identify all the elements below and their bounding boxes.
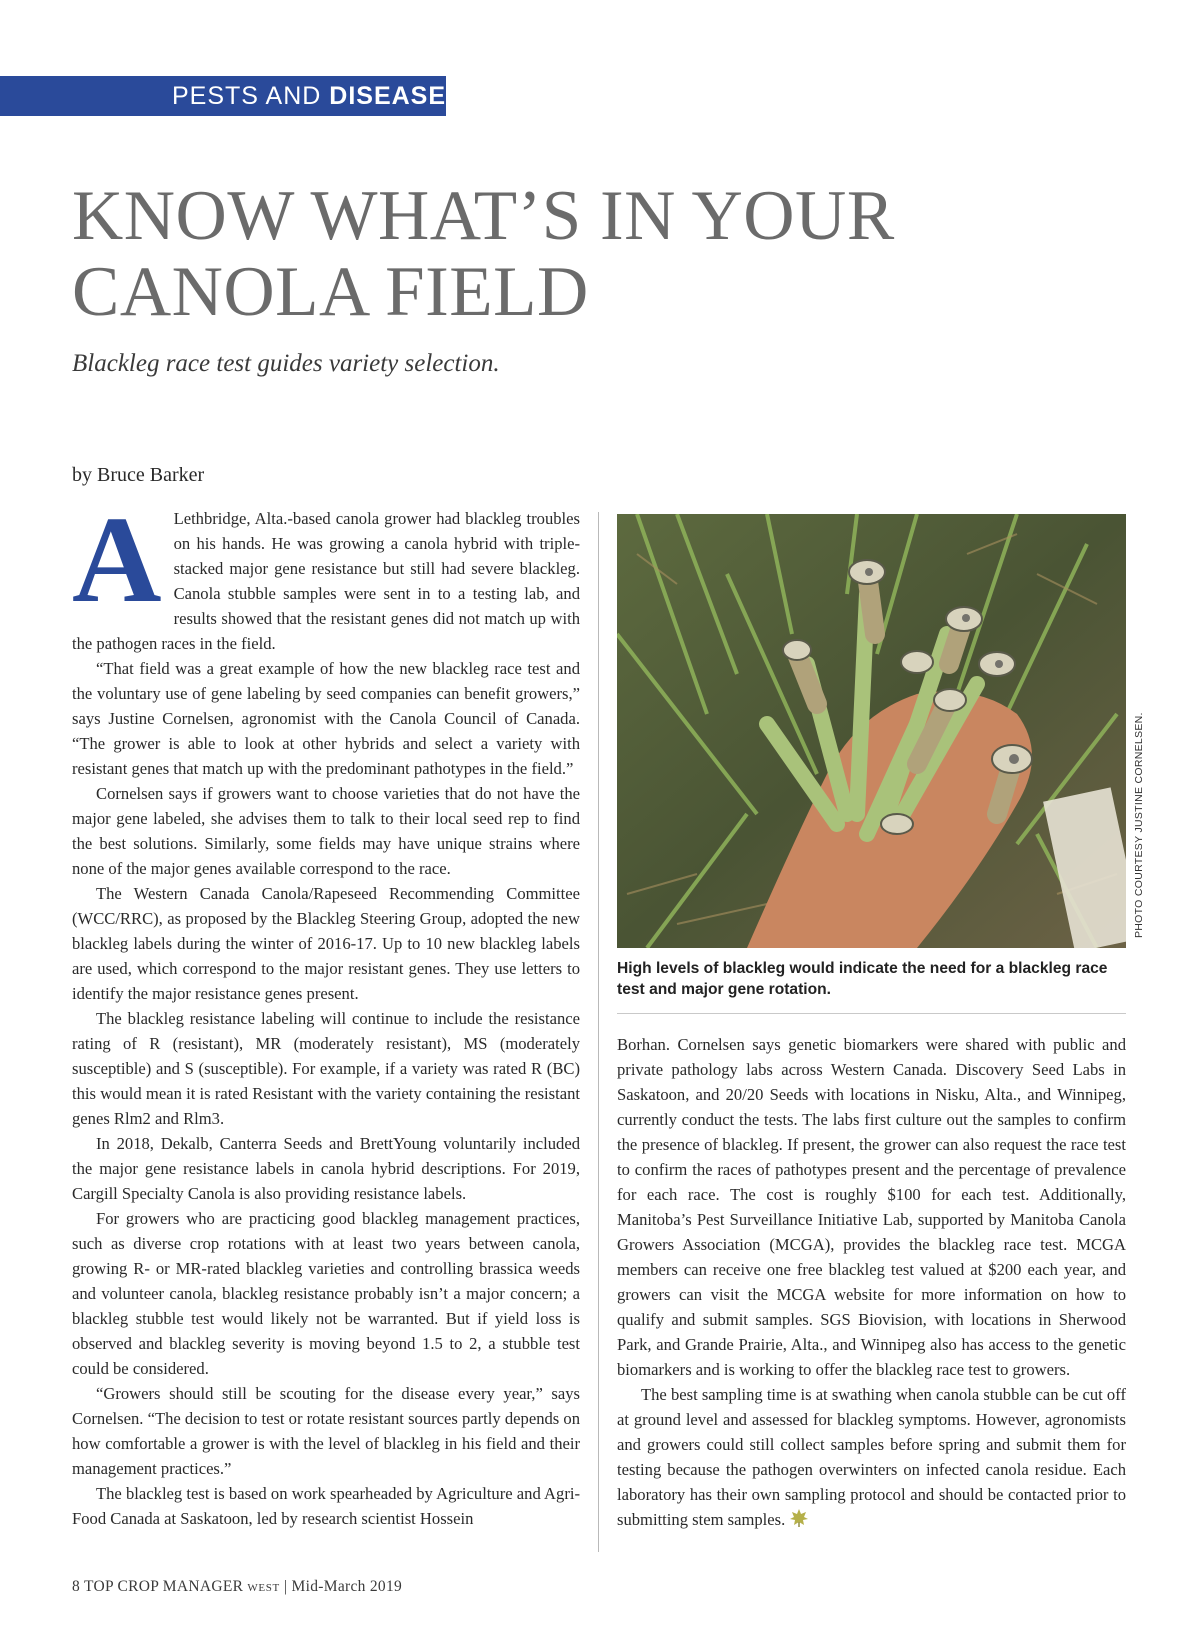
paragraph: Borhan. Cornelsen says genetic biomarkers were shared with public and private pathology labs across Western Canada. Discovery Seed Labs in Saskatoon, and 20/20 Seeds with locations in Nisku, Alta., and Winnipeg, currently conduct the tests. The labs first culture out the samples to confirm the presence of blackleg. If present, the grower can also request the race test to confirm the races of pathotypes present and the percentage of prevalence for each race. The cost is roughly $100 for each test. Additionally, Manitoba’s Pest Surveillance Initiative Lab, supported by Manitoba Canola Growers Association (MCGA), provides the blackleg race test. MCGA members can receive one free blackleg test valued at $200 each year, and growers can visit the MCGA website for more information on how to qualify and submit samples. SGS Biovision, with locations in Sherwood Park, and Grande Prairie, Alta., and Winnipeg also has access to the genetic biomarkers and is working to offer the blackleg race test to growers.	[617, 1035, 1126, 1379]
paragraph: Lethbridge, Alta.-based canola grower had blackleg troubles on his hands. He was growing a canola hybrid with triple-stacked major gene resistance but still had severe blackleg. Canola stubble samples were sent in to a testing lab, and results showed that the resistant genes did not match up with the pathogen races in the field.	[72, 509, 580, 653]
caption-divider	[617, 1013, 1126, 1014]
page-footer	[72, 1578, 402, 1596]
maple-leaf-icon	[789, 1508, 809, 1528]
section-label-light: PESTS AND	[172, 82, 322, 110]
drop-cap: A	[72, 506, 162, 628]
paragraph-text: The best sampling time is at swathing when canola stubble can be cut off at ground level and assessed for blackleg symptoms. However, agronomists and growers could still collect samples before spring and submit them for testing because the pathogen overwinters on infected canola residue. Each laboratory has their own sampling protocol and should be contacted prior to submitting stem samples.	[617, 1385, 1126, 1529]
magazine-name: TOP CROP MANAGER	[83, 1578, 244, 1595]
photo-illustration	[617, 514, 1126, 948]
canola-stubble-photo	[617, 514, 1126, 948]
article-deck: Blackleg race test guides variety selection.	[72, 350, 500, 377]
photo-caption: High levels of blackleg would indicate the need for a blackleg race test and major gene rotation.	[617, 960, 1108, 998]
section-label-bold: DISEASES	[329, 82, 464, 110]
paragraph: The Western Canada Canola/Rapeseed Recommending Committee (WCC/RRC), as proposed by the Blackleg Steering Group, adopted the new blackleg labels during the winter of 2016-17. Up to 10 new blackleg labels are used, which correspond to the major resistant genes. They use letters to identify the major resistance genes present.	[72, 884, 580, 1003]
magazine-edition: WEST	[247, 1582, 280, 1594]
paragraph: The blackleg resistance labeling will continue to include the resistance rating of R (resistant), MR (moderately resistant), MS (moderately susceptible) and S (susceptible). For example, if a variety was rated R (BC) this would mean it is rated Resistant with the variety containing the resistant genes Rlm2 and Rlm3.	[72, 1009, 580, 1128]
section-tab	[0, 76, 464, 116]
photo-credit	[1133, 712, 1151, 950]
article-title: KNOW WHAT’S IN YOUR CANOLA FIELD	[72, 177, 895, 331]
page-number: 8	[72, 1578, 81, 1595]
article-byline: by Bruce Barker	[72, 464, 205, 486]
paragraph: Cornelsen says if growers want to choose varieties that do not have the major gene labeled, she advises them to talk to their local seed rep to find the best solutions. Similarly, some fields may have unique strains where none of the major genes available correspond to the race.	[72, 784, 580, 878]
photo-credit-text: PHOTO COURTESY JUSTINE CORNELSEN.	[1133, 712, 1145, 938]
paragraph: In 2018, Dekalb, Canterra Seeds and BrettYoung voluntarily included the major gene resistance labels in canola hybrid descriptions. For 2019, Cargill Specialty Canola is also providing resistance labels.	[72, 1134, 580, 1203]
paragraph: “Growers should still be scouting for the disease every year,” says Cornelsen. “The decision to test or rotate resistant sources partly depends on how comfortable a grower is with the level of blackleg in his field and their management practices.”	[72, 1384, 580, 1478]
paragraph: The blackleg test is based on work spearheaded by Agriculture and Agri-Food Canada at Saskatoon, led by research scientist Hossein	[72, 1484, 580, 1528]
right-column	[617, 1032, 1126, 1552]
footer-separator: |	[283, 1578, 288, 1595]
left-column	[72, 506, 580, 1548]
paragraph: For growers who are practicing good blackleg management practices, such as diverse crop rotations with at least two years between canola, growing R- or MR-rated blackleg varieties and controlling brassica weeds and volunteer canola, blackleg resistance probably isn’t a major concern; a blackleg stubble test would likely not be warranted. But if yield loss is observed and blackleg severity is moving beyond 1.5 to 2, a stubble test could be considered.	[72, 1209, 580, 1378]
paragraph-last	[617, 1382, 1126, 1532]
issue-date: Mid-March 2019	[291, 1578, 403, 1595]
paragraph: “That field was a great example of how the new blackleg race test and the voluntary use of gene labeling by seed companies can benefit growers,” says Justine Cornelsen, agronomist with the Canola Council of Canada. “The grower is able to look at other hybrids and select a variety with resistant genes that match up with the predominant pathotypes in the field.”	[72, 659, 580, 778]
column-divider	[598, 512, 599, 1552]
